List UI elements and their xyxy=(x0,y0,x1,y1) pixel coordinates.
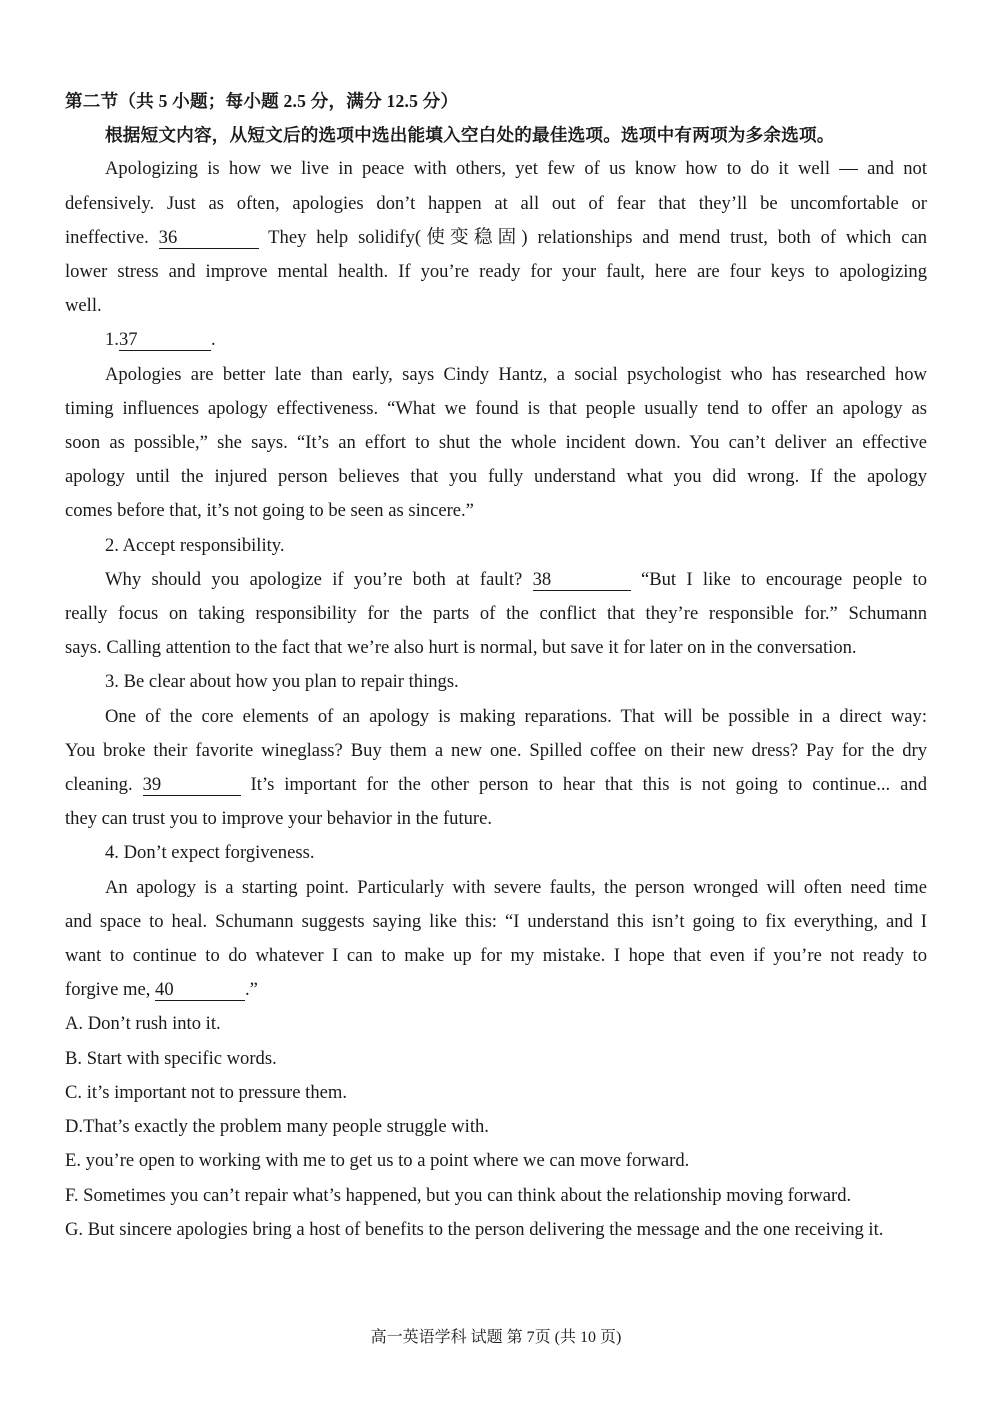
instruction: 根据短文内容，从短文后的选项中选出能填入空白处的最佳选项。选项中有两项为多余选项。 xyxy=(105,125,835,146)
section-title: 第二节（共 5 小题；每小题 2.5 分，满分 12.5 分） xyxy=(65,91,459,111)
para4-line-2: and space to heal. Schumann suggests saying like this: “I understand this isn’t going to fix everything, and I xyxy=(65,910,927,932)
heading-1-number: 1. xyxy=(105,329,119,351)
para4-line-1: An apology is a starting point. Particularly with severe faults, the person wronged will often need time xyxy=(105,876,927,898)
para3-line-3-end: It’s important for the other person to hear that this is not going to continue... and xyxy=(250,774,927,796)
intro-line-3-end: They help solidify(使变稳固) relationships and mend trust, both of which can xyxy=(268,226,927,248)
option-d: D.That’s exactly the problem many people struggle with. xyxy=(65,1116,489,1138)
para4-line-4-end: .” xyxy=(245,979,258,1001)
intro-line-4: lower stress and improve mental health. If you’re ready for your fault, here are four keys to apologizing xyxy=(65,261,927,283)
blank-37: 37 xyxy=(119,330,211,351)
para4-line-3: want to continue to do whatever I can to make up for my mistake. I hope that even if you’re not ready to xyxy=(65,945,927,967)
para2-line-3: says. Calling attention to the fact that we’re also hurt is normal, but save it for later on in the conversation. xyxy=(65,637,857,659)
intro-line-5: well. xyxy=(65,295,102,317)
option-e: E. you’re open to working with me to get us to a point where we can move forward. xyxy=(65,1150,690,1172)
heading-4: 4. Don’t expect forgiveness. xyxy=(105,842,315,864)
para2-line-2: really focus on taking responsibility for the parts of the conflict that they’re responsible for.” Schumann xyxy=(65,603,927,625)
para2-line-1-start: Why should you apologize if you’re both at fault? xyxy=(105,568,523,590)
heading-3: 3. Be clear about how you plan to repair things. xyxy=(105,671,459,693)
para4-line-4-start: forgive me, xyxy=(65,979,151,1001)
heading-2: 2. Accept responsibility. xyxy=(105,534,285,556)
blank-40: 40 xyxy=(155,980,245,1001)
option-g: G. But sincere apologies bring a host of benefits to the person delivering the message and the one receiving it. xyxy=(65,1218,884,1240)
intro-line-3-start: ineffective. xyxy=(65,226,149,248)
para1-line-2: timing influences apology effectiveness. “What we found is that people usually tend to offer an apology as xyxy=(65,397,927,419)
para2-line-1 xyxy=(65,563,927,597)
para2-line-1-end: “But I like to encourage people to xyxy=(640,568,927,590)
blank-36: 36 xyxy=(159,228,259,249)
option-f: F. Sometimes you can’t repair what’s happened, but you can think about the relationship moving forward. xyxy=(65,1184,852,1206)
intro-line-1: Apologizing is how we live in peace with others, yet few of us know how to do it well — and not xyxy=(105,158,927,180)
intro-line-2: defensively. Just as often, apologies don’t happen at all out of fear that they’ll be uncomfortable or xyxy=(65,192,927,214)
blank-38: 38 xyxy=(533,570,631,591)
intro-line-3 xyxy=(65,221,927,255)
para1-line-5: comes before that, it’s not going to be seen as sincere.” xyxy=(65,500,474,522)
heading-1 xyxy=(65,323,927,357)
para1-line-4: apology until the injured person believes that you fully understand what you did wrong. If the apology xyxy=(65,466,927,488)
para4-line-4 xyxy=(65,973,927,1007)
heading-1-period: . xyxy=(210,329,216,351)
para1-line-3: soon as possible,” she says. “It’s an effort to shut the whole incident down. You can’t deliver an effective xyxy=(65,432,927,454)
para3-line-3 xyxy=(65,768,927,802)
para3-line-3-start: cleaning. xyxy=(65,774,133,796)
option-a: A. Don’t rush into it. xyxy=(65,1013,221,1035)
option-b: B. Start with specific words. xyxy=(65,1047,277,1069)
para3-line-1: One of the core elements of an apology is making reparations. That will be possible in a direct way: xyxy=(105,705,927,727)
para3-line-4: they can trust you to improve your behavior in the future. xyxy=(65,808,493,830)
page-footer: 高一英语学科 试题 第 7页 (共 10 页) xyxy=(370,1329,622,1346)
blank-39: 39 xyxy=(143,775,241,796)
reading-passage xyxy=(65,84,927,1247)
para3-line-2: You broke their favorite wineglass? Buy them a new one. Spilled coffee on their new dress? Pay for the dry xyxy=(65,739,927,761)
option-c: C. it’s important not to pressure them. xyxy=(65,1081,347,1103)
para1-line-1: Apologies are better late than early, says Cindy Hantz, a social psychologist who has researched how xyxy=(105,363,927,385)
